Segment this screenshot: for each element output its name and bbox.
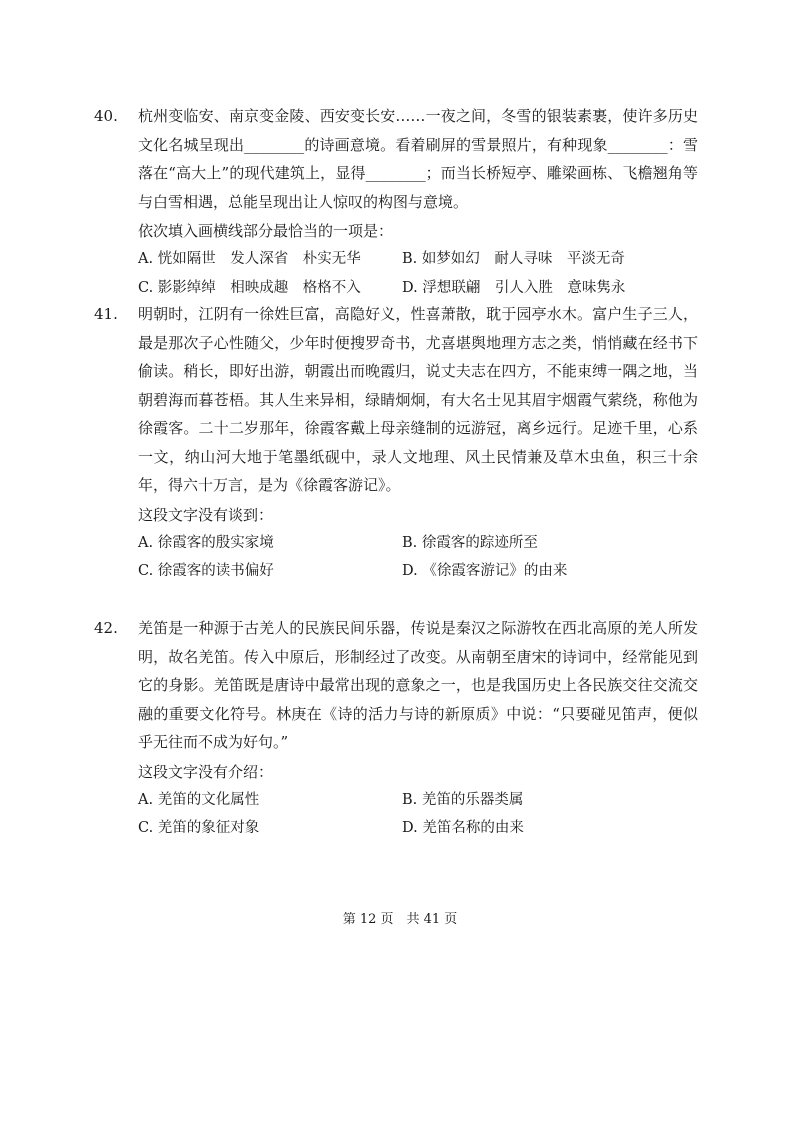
question-40 [94,102,698,302]
question-prompt: 这段文字没有介绍： [138,762,274,781]
question-41 [94,300,698,586]
page-footer: 第 12 页 共 41 页 [342,912,458,927]
question-paragraph: 羌笛是一种源于古羌人的民族民间乐器，传说是秦汉之际游牧在西北高原的羌人所发明，故名羌笛。传入中原后，形制经过了改变。从南朝至唐宋的诗词中，经常能见到它的身影。羌笛既是唐诗中最常出现的意象之一，也是我国历史上各民族交往交流交融的重要文化符号。林庚在《诗的活力与诗的新原质》中说：“只要碰见笛声，便似乎无往而不成为好句。” [138,619,698,751]
options-list [138,786,698,843]
option-b[interactable]: B. 如梦如幻 耐人寻味 平淡无奇 [402,251,625,267]
option-a[interactable]: A. 恍如隔世 发人深省 朴实无华 [138,251,361,267]
option-b[interactable]: B. 徐霞客的踪迹所至 [402,534,538,551]
option-c[interactable]: C. 羌笛的象征对象 [138,820,260,836]
question-42 [94,614,698,843]
question-number: 42. [94,619,118,637]
option-c[interactable]: C. 徐霞客的读书偏好 [138,563,274,579]
option-d[interactable]: D. 《徐霞客游记》的由来 [402,563,568,579]
question-prompt: 这段文字没有谈到： [138,505,274,524]
options-list [138,245,698,302]
option-d[interactable]: D. 羌笛名称的由来 [402,820,524,836]
option-a[interactable]: A. 徐霞客的殷实家境 [138,534,274,551]
question-prompt: 依次填入画横线部分最恰当的一项是： [138,222,394,240]
option-d[interactable]: D. 浮想联翩 引人入胜 意味隽永 [402,279,626,296]
option-b[interactable]: B. 羌笛的乐器类属 [402,791,524,808]
option-a[interactable]: A. 羌笛的文化属性 [138,791,260,808]
options-list [138,529,698,586]
question-number: 41. [94,305,118,323]
question-number: 40. [94,107,118,125]
option-c[interactable]: C. 影影绰绰 相映成趣 格格不入 [138,279,361,296]
question-paragraph: 杭州变临安、南京变金陵、西安变长安……一夜之间，冬雪的银装素裹，使许多历史文化名城呈现出________的诗画意境。看着刷屏的雪景照片，有种现象________：雪落在“高大上”的现代建筑上，显得________；而当长桥短亭、雕梁画栋、飞檐翘角等与白雪相遇，总能呈现出让人惊叹的构图与意境。 [138,107,698,211]
question-paragraph: 明朝时，江阴有一徐姓巨富，高隐好义，性喜萧散，耽于园亭水木。富户生子三人，最是那次子心性随父，少年时便搜罗奇书，尤喜堪舆地理方志之类，悄悄藏在经书下偷读。稍长，即好出游，朝霞出而晚霞归，说丈夫志在四方，不能束缚一隅之地，当朝碧海而暮苍梧。其人生来异相，绿睛炯炯，有大名士见其眉宇烟霞气萦绕，称他为徐霞客。二十二岁那年，徐霞客戴上母亲缝制的远游冠，离乡远行。足迹千里，心系一文，纳山河大地于笔墨纸砚中，录人文地理、风土民情兼及草木虫鱼，积三十余年，得六十万言，是为《徐霞客游记》。 [138,305,698,494]
